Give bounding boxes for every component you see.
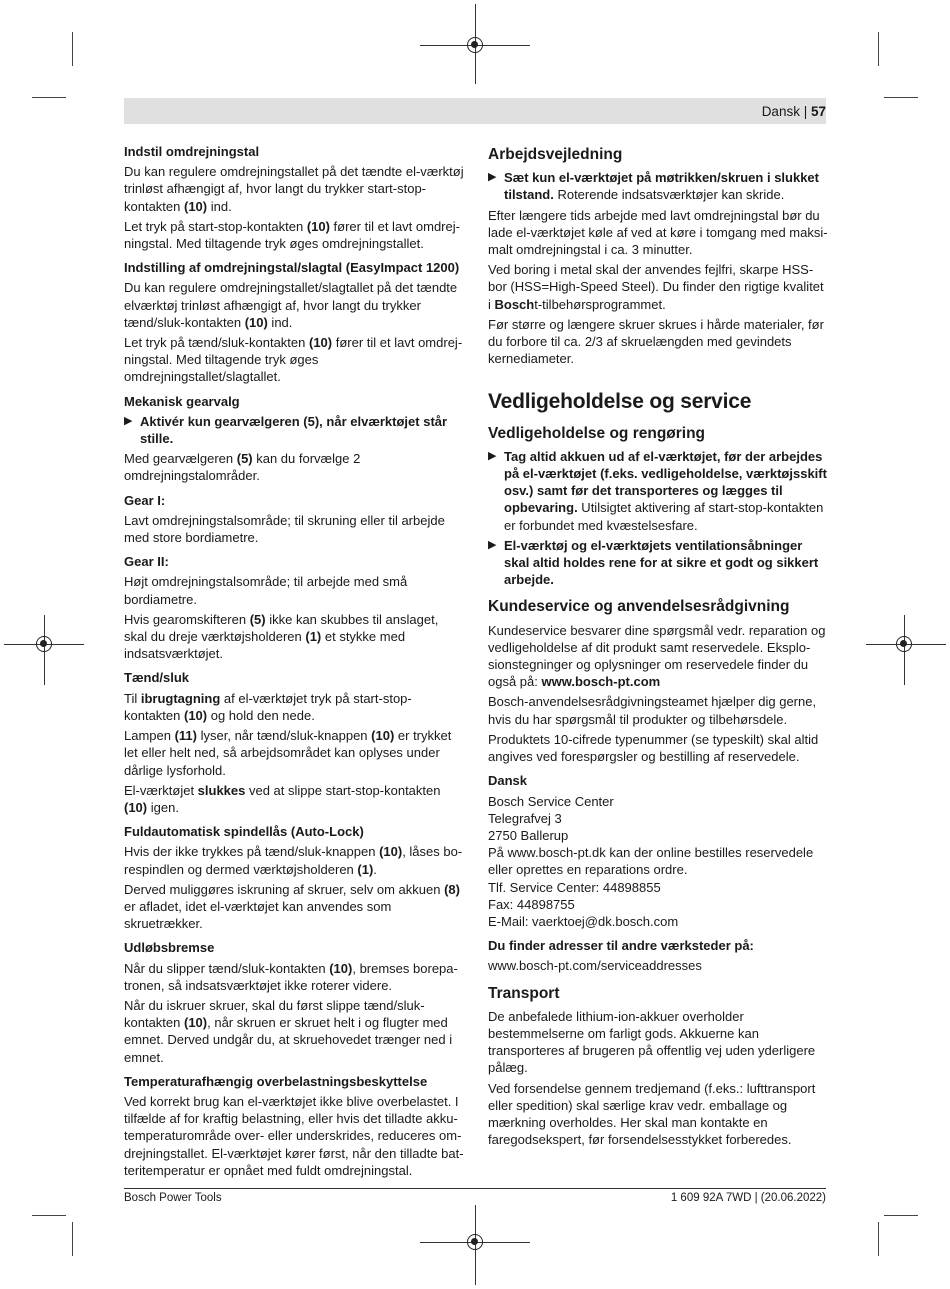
text-run: lyser, når tænd/sluk-knappen (197, 728, 372, 744)
bold-text: Tag altid akkuen ud af el-værktøjet, før der arbejdes på el-værktøjet (f.eks. vedligeholdelse, værktøjsskift osv.) samt før det transporteres og lægges til opbevaring. (504, 448, 827, 516)
footer-brand: Bosch Power Tools (124, 1192, 222, 1204)
warning-bullet (124, 413, 464, 447)
body-paragraph (488, 957, 828, 974)
section-heading: Temperaturafhængig overbelastningsbeskyttelse (124, 1073, 428, 1089)
text-run: Roterende indsatsværktøjer kan skride. (553, 187, 785, 203)
text-run: Derved muliggøres iskruning af skruer, selv om akkuen (124, 881, 445, 897)
text-run: og hold den nede. (207, 707, 315, 723)
section-heading: Indstilling af omdrejningstal/slagtal (EasyImpact 1200) (124, 260, 460, 276)
text-run: De anbefalede lithium-ion-akkuer overholder bestemmelserne om farligt gods. Akkuerne kan transporteres af brugeren på offentlig vej uden yderligere pålæg. (488, 1008, 816, 1076)
registration-mark-right-icon (896, 636, 912, 652)
footer-doc-number: 1 609 92A 7WD | (20.06.2022) (670, 1192, 826, 1204)
body-paragraph (488, 731, 828, 765)
warning-bullet (488, 169, 828, 203)
text-run: Du kan regulere omdrejningstallet/slagtallet på det tændte elværktøj trinløst afhængigt af, hvor langt du trykker tænd/sluk-kontakten (124, 280, 458, 330)
body-paragraph (124, 163, 464, 215)
header-language: Dansk (761, 104, 800, 119)
address-line: Tlf. Service Center: 44898855 (488, 879, 661, 895)
section-heading: Mekanisk gearvalg (124, 393, 240, 409)
text-run: Højt omdrejningstalsområde; til arbejde med små bordiametre. (124, 574, 408, 607)
bold-text: (10) (124, 799, 148, 815)
section-heading: Udløbsbremse (124, 940, 215, 956)
text-run: et stykke med indsatsværktøjet. (124, 629, 406, 662)
bold-text: Sæt kun el-værktøjet på møtrikken/skruen i slukket tilstand. (504, 170, 819, 203)
text-run: Med gearvælgeren (124, 451, 237, 467)
registration-mark-left-icon (36, 636, 52, 652)
bold-text: ibrugtagning (140, 690, 221, 706)
text-run: Bosch-anvendelsesrådgivningsteamet hjælper dig gerne, hvis du har spørgsmål til produkter og tilbehørsdele. (488, 694, 817, 727)
crop-mark-bottom-left (72, 1222, 73, 1256)
body-paragraph (124, 611, 464, 663)
bold-text: Bosch (494, 296, 535, 312)
text-run: Hvis gearomskifteren (124, 611, 250, 627)
body-paragraph (488, 1008, 828, 1077)
body-paragraph (124, 218, 464, 252)
body-paragraph (124, 279, 464, 331)
text-run: Efter længere tids arbejde med lavt omdrejningstal bør du lade el-værktøjet køle af ved at køre i tomgang med maksimalt omdrejningstal i ca. 3 minutter. (488, 207, 828, 258)
section-heading: Vedligeholdelse og rengøring (488, 424, 706, 442)
bold-text: www.bosch-pt.com (541, 674, 661, 690)
text-run: Produktets 10-cifrede typenummer (se typeskilt) skal altid angives ved forespørgsler og bestilling af reservedele. (488, 731, 819, 765)
text-run: Ved korrekt brug kan el-værktøjet ikke blive overbelastet. I tilfælde af for kraftig belastning, eller hvis det tilladte akkutemperaturområde over- eller underskrides, reduceres omdrejningstallet. El-værktøjet kører først, når den tilladte batteritemperatur er opnået med fuldt omdrejningstal. (124, 1093, 464, 1178)
text-run: Du kan regulere omdrejningstallet på det tændte el-værktøj trinløst afhængigt af, hvor langt du trykker start-stop-kontakten (124, 164, 464, 214)
text-run: Lavt omdrejningstalsområde; til skruning eller til arbejde med store bordiametre. (124, 512, 445, 546)
registration-mark-top-icon (467, 37, 483, 53)
text-run: Hvis der ikke trykkes på tænd/sluk-knappen (124, 844, 380, 860)
registration-mark-bottom-icon (467, 1234, 483, 1250)
text-run: kan du forvælge 2 omdrejningstalområder. (124, 451, 361, 484)
text-run: Til (124, 690, 141, 706)
bold-text: (8) (444, 881, 460, 897)
section-heading: Transport (488, 984, 560, 1002)
body-paragraph (488, 316, 828, 368)
text-run: fører til et lavt omdrejningstal. Med tiltagende tryk øges omdrejningstallet. (124, 218, 460, 252)
bold-text: (1) (305, 629, 322, 645)
text-run: El-værktøjet (124, 782, 198, 798)
text-run: ind. (267, 314, 293, 330)
header-separator: | (799, 104, 811, 119)
crop-mark-top-left (72, 32, 73, 66)
text-run: er afladet, idet el-værktøjet kan anvendes som skruetrækker. (124, 898, 392, 932)
footer-rule (124, 1188, 826, 1189)
address-line: På www.bosch-pt.dk kan der online bestilles reservedele eller oprettes en reparations ordre. (488, 845, 814, 878)
crop-mark-right-upper (884, 97, 918, 98)
crop-mark-right-lower (884, 1215, 918, 1216)
body-paragraph (124, 881, 464, 933)
warning-bullet (488, 537, 828, 589)
triangle-bullet-icon: ▶ (488, 449, 497, 462)
text-run: ved at slippe start-stop-kontakten (245, 782, 441, 798)
address-line: 2750 Ballerup (488, 827, 569, 843)
address-line: E-Mail: vaerktoej@dk.bosch.com (488, 913, 679, 929)
bold-text: (10) (308, 335, 333, 351)
body-paragraph (124, 960, 464, 994)
triangle-bullet-icon: ▶ (124, 414, 133, 427)
section-heading: Gear II: (124, 554, 169, 570)
body-paragraph (124, 512, 464, 546)
bold-text: slukkes (197, 782, 246, 798)
text-run: , bremses borepatronen, så indsatsværktøjet ikke roterer videre. (124, 960, 458, 993)
text-run: Lampen (124, 728, 175, 744)
text-run: igen. (147, 799, 179, 815)
text-run: ind. (207, 198, 232, 214)
bold-text: (10) (184, 707, 208, 723)
bold-text: (10) (306, 218, 330, 234)
body-paragraph (124, 843, 464, 877)
text-run: , låses borespindlen og dermed værktøjsholderen (124, 844, 463, 877)
text-run: www.bosch-pt.com/serviceaddresses (488, 958, 702, 974)
bold-text: (10) (329, 960, 353, 976)
body-paragraph (124, 450, 464, 484)
body-paragraph (488, 207, 828, 259)
text-run: Ved forsendelse gennem tredjemand (f.eks.: lufttransport eller spedition) skal særlige krav vedr. emballage og mærkning overholdes. Her skal man kontakte en faregodsekspert, før forsendelsesstykket forberedes. (488, 1080, 816, 1148)
body-paragraph (124, 1093, 464, 1179)
crop-mark-bottom-right (878, 1222, 879, 1256)
body-paragraph (124, 997, 464, 1066)
body-paragraph (488, 693, 828, 727)
bold-text: El-værktøj og el-værktøjets ventilationsåbninger skal altid holdes rene for at sikre et godt og sikkert arbejde. (504, 537, 819, 588)
text-run: Når du slipper tænd/sluk-kontakten (124, 960, 330, 976)
body-paragraph (488, 261, 828, 313)
bold-text: (10) (371, 728, 395, 744)
body-paragraph (488, 1080, 828, 1149)
triangle-bullet-icon: ▶ (488, 171, 497, 184)
text-run: Let tryk på start-stop-kontakten (124, 218, 307, 234)
section-heading: Kundeservice og anvendelsesrådgivning (488, 598, 790, 616)
body-paragraph (124, 334, 464, 386)
body-paragraph (124, 573, 464, 607)
address-block (488, 793, 828, 931)
body-paragraph (124, 782, 464, 816)
section-heading: Indstil omdrejningstal (124, 144, 260, 159)
text-run: Utilsigtet aktivering af start-stop-kontakten er forbundet med kvæstelsesfare. (504, 500, 824, 533)
section-heading: Arbejdsvejledning (488, 146, 623, 163)
crop-mark-left-upper (32, 97, 66, 98)
text-run: ikke kan skubbes til anslaget, skal du dreje værktøjsholderen (124, 611, 439, 645)
page-header (762, 104, 826, 119)
text-run: , når skruen er skruet helt i og flugter med emnet. Derved undgår du, at skruehovedet trænger ned i emnet. (124, 1015, 453, 1065)
triangle-bullet-icon: ▶ (488, 538, 497, 551)
bold-text: (5) (249, 611, 266, 627)
text-run: . (373, 861, 377, 877)
bold-text: Aktivér kun gearvælgeren (5), når elværktøjet står stille. (140, 413, 448, 447)
text-run: Når du iskruer skruer, skal du først slippe tænd/sluk-kontakten (124, 997, 425, 1031)
text-run: Kundeservice besvarer dine spørgsmål vedr. reparation og vedligeholdelse af dit produkt samt reservedele. Eksplosionstegninger og oplysninger om reservedele finder du også på: (488, 622, 826, 690)
text-run: Før større og længere skruer skrues i hårde materialer, før du forbore til ca. 2/3 af skruelængden med gevindets kernediameter. (488, 316, 824, 367)
text-run: er trykket let eller helt ned, så arbejdsområdet kan oplyses under dårlige lysforhold. (124, 728, 452, 778)
section-heading: Fuldautomatisk spindellås (Auto-Lock) (124, 824, 364, 840)
left-column (124, 136, 464, 1182)
body-paragraph (124, 690, 464, 724)
bold-text: (10) (379, 844, 403, 860)
text-run: af el-værktøjet tryk på start-stop-kontakten (124, 690, 412, 723)
bold-text: (5) (236, 451, 253, 467)
section-heading: Gear I: (124, 492, 166, 508)
bold-text: (11) (174, 728, 197, 744)
page-number: 57 (810, 104, 826, 119)
section-heading: Vedligeholdelse og service (488, 390, 752, 414)
section-heading: Dansk (488, 773, 528, 789)
address-line: Bosch Service Center (488, 793, 614, 809)
text-run: Ved boring i metal skal der anvendes fejlfri, skarpe HSS-bor (HSS=High-Speed Steel). Du finder den rigtige kvalitet i (488, 262, 824, 312)
bold-text: (10) (184, 198, 208, 214)
crop-mark-top-right (878, 32, 879, 66)
bold-text: (10) (244, 314, 268, 330)
warning-bullet (488, 448, 828, 534)
address-line: Fax: 44898755 (488, 896, 575, 912)
bold-text: (10) (184, 1015, 208, 1031)
bold-text: (1) (357, 861, 374, 877)
text-run: fører til et lavt omdrejningstal. Med tiltagende tryk øges omdrejningstallet/slagtallet. (124, 335, 463, 385)
body-paragraph (488, 622, 828, 691)
section-heading: Tænd/sluk (124, 670, 190, 686)
crop-mark-left-lower (32, 1215, 66, 1216)
section-heading: Du finder adresser til andre værksteder på: (488, 938, 754, 954)
body-paragraph (124, 727, 464, 779)
text-run: Let tryk på tænd/sluk-kontakten (124, 335, 309, 351)
address-line: Telegrafvej 3 (488, 810, 562, 826)
header-bar (124, 98, 826, 124)
right-column (488, 136, 828, 1151)
text-run: t-tilbehørsprogrammet. (534, 296, 666, 312)
